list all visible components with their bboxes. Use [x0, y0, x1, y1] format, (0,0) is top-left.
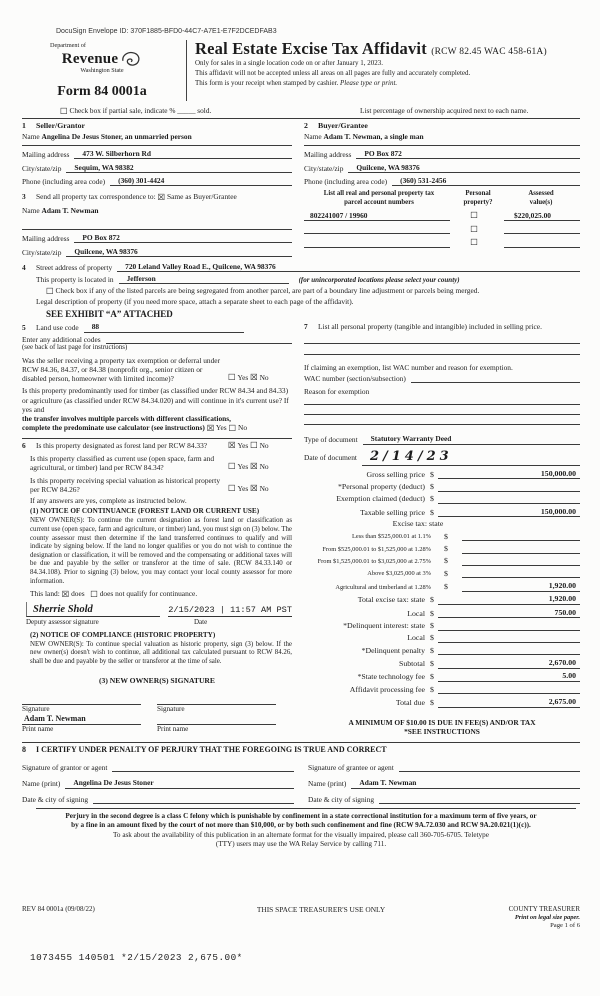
correspondence-city-field[interactable]: Quilcene, WA 98376 — [66, 247, 292, 257]
grantee-date-city-field[interactable] — [379, 803, 580, 804]
legal-description-label: Legal description of property (if you need more space, attach a separate sheet to each page of the affidavit). — [36, 296, 354, 306]
section7: 7 List all personal property (tangible and intangible) included in selling price. — [304, 322, 542, 332]
additional-codes-note: (see back of last page for instructions) — [22, 343, 128, 351]
print-name-label: Print name — [157, 725, 189, 734]
parcel-table-header: List all real and personal property tax parcel account numbers Personal property? Assessed value(s) — [323, 190, 554, 206]
county-treasurer-block: COUNTY TREASURER Print on legal size paper. Page 1 of 6 — [450, 905, 580, 930]
personal-property-deduct-field[interactable] — [438, 483, 580, 492]
delinquent-penalty-field[interactable] — [438, 646, 580, 655]
exemption-question: Was the seller receiving a property tax exemption or deferral under RCW 84.36, 84.37, or 84.38 (nonprofit org., senior citizen or disabled person, homeowner with limited income)? ☐ Yes ☒ No — [22, 355, 269, 384]
doc-type-field[interactable]: Statutory Warranty Deed — [363, 434, 580, 444]
legal-paper-note: Print on legal size paper. — [514, 913, 580, 921]
subtotal-field[interactable]: 2,670.00 — [438, 658, 580, 669]
form-number: Form 84 0001a — [57, 84, 147, 99]
dor-logo-block — [22, 40, 182, 101]
located-in-note: (for unincorporated locations please select your county) — [298, 275, 460, 284]
section1-heading: 1 Seller/Grantor — [22, 121, 85, 130]
signature-label: Signature — [157, 705, 185, 714]
seller-mailing-field[interactable]: 473 W. Silberhorn Rd — [74, 149, 292, 159]
buyer-mailing-row: Mailing address PO Box 872 — [304, 149, 580, 159]
notice1-title: (1) NOTICE OF CONTINUANCE (FOREST LAND OR CURRENT USE) — [30, 507, 260, 516]
form-title: Real Estate Excise Tax Affidavit (RCW 82.45 WAC 458-61A) — [195, 38, 547, 58]
historic-yes-checkbox[interactable]: ☐ — [228, 483, 236, 494]
page-number: Page 1 of 6 — [550, 921, 580, 929]
washington-state-label: Washington State — [80, 67, 124, 75]
seller-phone-row: Phone (including area code) (360) 301-4424 — [22, 176, 292, 186]
header-rule — [22, 118, 580, 119]
form-header — [22, 40, 580, 101]
forest-yes-checkbox[interactable]: ☒ — [228, 440, 236, 451]
parcel-number-field[interactable] — [304, 225, 450, 234]
partial-sale-label: Check box if partial sale, indicate % _____ sold. — [69, 105, 212, 115]
fin-row: Gross selling price $ 150,000.00 — [304, 469, 580, 480]
correspondence-city-row: City/state/zip Quilcene, WA 98376 — [22, 247, 292, 257]
buyer-column — [300, 121, 580, 257]
seller-phone-field[interactable]: (360) 301-4424 — [110, 176, 292, 186]
grantee-signature-field[interactable] — [399, 771, 580, 772]
located-in-field[interactable]: Jefferson — [119, 274, 289, 284]
dor-washington-logo-icon — [120, 50, 142, 68]
owner-print-name[interactable]: Adam T. Newman — [24, 714, 86, 724]
this-land-label: This land: — [30, 589, 60, 599]
deputy-assessor-signature[interactable]: Sherrie Shold — [26, 602, 160, 617]
street-address-label: Street address of property — [36, 262, 113, 272]
parcel-row — [304, 210, 580, 221]
fin-total-row: *Delinquent interest: state $ — [304, 621, 580, 631]
timber-question: Is this property predominantly used for timber (as classified under RCW 84.34 and 84.33) or agriculture (as classified under RCW 84.34.020) and will continue in it's current use? If yes and the transfer involves multiple parcels with different classifications, complete the predominate use calculator (see instructions) ☒ Yes ☐ No — [22, 386, 289, 435]
delinquent-interest-local-field[interactable] — [438, 634, 580, 643]
historic-question: Is this property receiving special valuation as historical property per RCW 84.26? ☐ Yes ☒ No — [30, 475, 269, 494]
seller-city-row: City/state/zip Sequim, WA 98382 — [22, 163, 292, 173]
fin-total-row: *State technology fee $ 5.00 — [304, 671, 580, 682]
assessed-value-field[interactable]: $220,025.00 — [504, 211, 580, 221]
assessed-value-field[interactable] — [504, 225, 580, 234]
buyer-phone-field[interactable]: (360) 531-2456 — [392, 176, 580, 186]
grantor-signature-field[interactable] — [112, 771, 294, 772]
forest-land-question: 6 Is this property designated as forest land per RCW 84.33? ☒ Yes ☐ No — [22, 440, 269, 451]
additional-codes-label: Enter any additional codes — [22, 334, 101, 344]
grantee-sig-label: Signature of grantee or agent — [308, 763, 394, 773]
fin-total-row: Subtotal $ 2,670.00 — [304, 658, 580, 669]
reason-line-2[interactable] — [304, 405, 580, 415]
seller-city-field[interactable]: Sequim, WA 98382 — [66, 163, 292, 173]
section8-signatures: Signature of grantor or agent Name (print) Angelina De Jesus Stoner Date & city of signing Signature of grantee or agent Name (print) Adam T. Newman Date & city of signing — [22, 763, 580, 804]
buyer-phone-row: Phone (including area code) (360) 531-2456 — [304, 176, 580, 186]
current-use-yes-checkbox[interactable]: ☐ — [228, 462, 236, 473]
excise-row: Agricultural and timberland at 1.28% $ 1,920.00 — [304, 581, 580, 592]
rev-number: REV 84 0001a (09/08/22) — [22, 905, 95, 913]
owner-signature-field[interactable] — [22, 695, 141, 705]
does-not-qualify-checkbox[interactable]: ☐ — [90, 590, 98, 601]
reason-line-3[interactable] — [304, 415, 580, 425]
notice2-title: (2) NOTICE OF COMPLIANCE (HISTORIC PROPERTY) — [30, 630, 216, 639]
same-as-buyer-label: Same as Buyer/Grantee — [167, 192, 237, 202]
parcel-number-field[interactable] — [304, 239, 450, 248]
reason-exemption-label: Reason for exemption — [304, 387, 370, 397]
correspondence-name-row: Name Adam T. Newman — [22, 205, 99, 215]
doc-type-label: Type of document — [304, 435, 358, 445]
excise-row: From $1,525,000.01 to $3,025,000 at 2.75% $ — [304, 556, 580, 566]
minimum-due-note: A MINIMUM OF $10.00 IS DUE IN FEE(S) AND/OR TAX *SEE INSTRUCTIONS — [348, 717, 536, 736]
owner-signature-field-2[interactable] — [157, 695, 276, 705]
fin-total-row: Local $ 750.00 — [304, 608, 580, 619]
perjury-statement: Perjury in the second degree is a class C felony which is punishable by confinement in a state correctional institution for a maximum term of five years, or by a fine in an amount fixed by the court of not more than $10,000, or by both such confinement and fine (RCW 9A.72.030 and RCW 9A.20.021(1)(c)). — [65, 811, 537, 829]
personal-property-checkbox[interactable]: ☐ — [470, 238, 478, 249]
right-lower-column — [300, 322, 580, 736]
correspondence-mailing-field[interactable]: PO Box 872 — [74, 233, 292, 243]
wac-number-label: WAC number (section/subsection) — [304, 373, 406, 383]
same-as-buyer-checkbox[interactable]: ☒ — [157, 193, 166, 204]
seller-mailing-row: Mailing address 473 W. Silberhorn Rd — [22, 149, 292, 159]
deputy-assessor-signature-label: Deputy assessor signature — [26, 617, 99, 626]
doc-date-label: Date of document — [304, 452, 357, 462]
buyer-city-row: City/state/zip Quilcene, WA 98376 — [304, 163, 580, 173]
personal-property-checkbox[interactable]: ☐ — [470, 211, 478, 222]
does-qualify-checkbox[interactable]: ☒ — [61, 590, 70, 601]
header-note-3: This form is your receipt when stamped by cashier. Please type or print. — [195, 79, 398, 88]
excise-tax-heading: Excise tax: state — [392, 519, 444, 529]
seller-name-row: Name Angelina De Jesus Stoner, an unmarried person — [22, 131, 192, 141]
dept-of-label: Department of — [50, 41, 86, 49]
partial-sale-row — [60, 106, 320, 117]
exemption-claim-note: If claiming an exemption, list WAC number and reason for exemption. — [304, 362, 513, 372]
page-footer — [22, 905, 580, 930]
exemption-no-checkbox[interactable]: ☒ — [250, 372, 258, 383]
grantor-sig-label: Signature of grantor or agent — [22, 763, 108, 773]
notice1-body: NEW OWNER(S): To continue the current designation as forest land or classification as current use (open space, farm and agriculture, or timber) land, you must sign on (3) below. The county assessor must then determine if the land transferred continues to qualify and will indicate by signing below. If the land no longer qualifies or you do not wish to continue the designation or classification, it will be removed and the compensating or additional taxes will be due and payable by the seller or transferor at the time of sale. (RCW 84.33.140 or 84.34.108). Prior to signing (3) below, you may contact your local county assessor for more information. — [30, 517, 292, 585]
excise-row: Less than $525,000.01 at 1.1% $ — [304, 532, 580, 542]
assessor-date-stamp[interactable]: 2/15/2023 | 11:57 AM PST — [168, 605, 292, 616]
treasurer-use-label: THIS SPACE TREASURER'S USE ONLY — [256, 905, 386, 914]
alternate-format-note: To ask about the availability of this publication in an alternate format for the visually impaired, please call 360-705-6705. Teletype (TTY) users may use the WA Relay Service by calling 711. — [113, 830, 489, 848]
buyer-name-row: Name Adam T. Newman, a single man — [304, 131, 424, 141]
land-use-label: Land use code — [36, 323, 79, 333]
excise-tier3-field[interactable] — [462, 557, 580, 566]
delinquent-interest-state-field[interactable] — [438, 622, 580, 631]
total-excise-local-field[interactable]: 750.00 — [438, 608, 580, 619]
buyer-mailing-field[interactable]: PO Box 872 — [356, 149, 580, 159]
exemption-yes-checkbox[interactable]: ☐ — [228, 372, 236, 383]
personal-property-line-1[interactable] — [304, 332, 580, 344]
header-divider — [186, 40, 187, 101]
personal-property-list-label: List all personal property (tangible and intangible) included in selling price. — [318, 322, 542, 332]
wac-number-field[interactable] — [411, 382, 580, 383]
reason-line-1[interactable] — [304, 396, 580, 405]
section4: 4 Street address of property 720 Leland Valley Road E., Quilcene, WA 98376 This property is located in Jefferson (for unincorporated locations please select your county) ☐ Check box if any of the listed parcels are being segregated from another parcel, are part of a boundary line adjustment or parcels being merged. Legal description of property (if you need more space, attach a separate sheet to each page of the affidavit). SEE EXHIBIT “A” ATTACHED — [22, 262, 580, 321]
forest-no-checkbox[interactable]: ☐ — [250, 440, 258, 451]
seller-name[interactable]: Angelina De Jesus Stoner, an unmarried person — [41, 131, 192, 141]
grantor-date-city-field[interactable] — [93, 803, 294, 804]
excise-tier4-field[interactable] — [462, 569, 580, 578]
taxable-selling-price-field[interactable]: 150,000.00 — [438, 507, 580, 518]
gross-selling-price-field[interactable]: 150,000.00 — [438, 469, 580, 480]
state-technology-fee-field[interactable]: 5.00 — [438, 671, 580, 682]
correspondence-mailing-row: Mailing address PO Box 872 — [22, 233, 292, 243]
partial-sale-checkbox[interactable]: ☐ — [60, 106, 68, 117]
parcel-row — [304, 237, 580, 248]
grantee-print-name-field[interactable]: Adam T. Newman — [351, 778, 580, 788]
revenue-wordmark: Revenue — [61, 50, 119, 67]
form-title-rcw: (RCW 82.45 WAC 458-61A) — [431, 46, 547, 57]
notice2-body: NEW OWNER(S): To continue special valuation as historic property, sign (3) below. If the new owner(s) doesn't wish to continue, all additional tax calculated pursuant to RCW 84.26, shall be due and payable by the seller or transferor at the time of sale. — [30, 640, 292, 665]
section8-heading: 8 I CERTIFY UNDER PENALTY OF PERJURY THAT THE FOREGOING IS TRUE AND CORRECT — [22, 745, 387, 755]
segregated-row — [46, 286, 580, 297]
excise-row: Above $3,025,000 at 3% $ — [304, 569, 580, 579]
print-name-label: Print name — [22, 725, 54, 734]
street-address-field[interactable]: 720 Leland Valley Road E., Quilcene, WA 98376 — [117, 262, 580, 272]
parcel-number-field[interactable]: 802241007 / 19960 — [304, 211, 450, 221]
assessor-date-label: Date — [194, 617, 208, 626]
header-note-1: Only for sales in a single location code on or after January 1, 2023. — [195, 58, 383, 67]
fin-total-row: Total excise tax: state $ 1,920.00 — [304, 594, 580, 605]
fin-row: Exemption claimed (deduct) $ — [304, 494, 580, 504]
personal-property-line-2[interactable] — [304, 344, 580, 355]
total-due-field[interactable]: 2,675.00 — [438, 697, 580, 708]
cashier-stamp: 1073455 140501 *2/15/2023 2,675.00* — [30, 952, 243, 963]
total-excise-state-field[interactable]: 1,920.00 — [438, 594, 580, 605]
affidavit-processing-fee-field[interactable] — [438, 685, 580, 694]
doc-date-field[interactable]: 2/14/23 — [362, 449, 580, 466]
buyer-name[interactable]: Adam T. Newman, a single man — [323, 131, 424, 141]
historic-no-checkbox[interactable]: ☒ — [250, 483, 258, 494]
fin-row: *Personal property (deduct) $ — [304, 482, 580, 492]
assessed-value-field[interactable] — [504, 239, 580, 248]
if-yes-note: If any answers are yes, complete as instructed below. — [30, 496, 187, 506]
seller-column — [22, 121, 300, 257]
personal-property-checkbox[interactable]: ☐ — [470, 224, 478, 235]
correspondence-name[interactable]: Adam T. Newman — [41, 205, 99, 215]
grantor-print-name-field[interactable]: Angelina De Jesus Stoner — [65, 778, 294, 788]
docusign-envelope-id: DocuSign Envelope ID: 370F1885-BFD0-44C7-A7E1-E7F2DCEDFAB3 — [56, 28, 277, 35]
exemption-claimed-field[interactable] — [438, 495, 580, 504]
section3-heading: 3 Send all property tax correspondence to: ☒ Same as Buyer/Grantee — [22, 192, 237, 204]
current-use-no-checkbox[interactable]: ☒ — [250, 462, 258, 473]
located-in-label: This property is located in — [36, 275, 114, 285]
left-lower-column: 5 Land use code 88 Enter any additional codes (see back of last page for instructions) Was the seller receiving a property tax exemption or deferral under RCW 84.36, 84.37, or 84.38 (nonprofit org., senior citizen or disabled person, homeowner with limited income)? ☐ Yes ☒ No Is this property predominantly used for timber (as classified under RCW 84.34 and 84.33) or agriculture (as classified under RCW 84.34.020) and will continue in it's current use? If yes and the transfer involves multiple parcels with different classifications, complete the predominate use calculator (see instructions) ☒ Yes ☐ No 6 Is this property designated as forest land per RCW 84.33? ☒ Yes ☐ No Is this property classified as current use (open space, farm and agricultural, or timber) land per RCW 84.34? ☐ Yes ☒ No Is this property receiving special valuation as historical property per RCW 84.26? ☐ Yes ☒ No If any answers are yes, complete as instructed below. (1) NOTICE OF CONTINUANCE (FOREST LAND OR CURRENT USE) NEW OWNER(S): To continue the current designation as forest land or classification as current use (open space, farm and agriculture, or timber) land, you must sign on (3) below. The county assessor must then determine if the land transferred continues to qualify and will indicate by signing below. If the land no longer qualifies or you do not wish to continue the designation or classification, it will be removed and the compensating or additional taxes will be due and payable by the seller or transferor at the time of sale. (RCW 84.33.140 or 84.34.108). Prior to signing (3) below, you may contact your local county assessor for more information. This land: ☒ does ☐ does not qualify for continuance. Sherrie Shold 2/15/2023 | 11:57 AM PST Deputy assessor signature Date (2) NOTICE OF COMPLIANCE (HISTORIC PROPERTY) NEW OWNER(S): To continue special valuation as historic property, sign (3) below. If the new owner(s) doesn't wish to continue, all additional tax calculated pursuant to RCW 84.26, shall be due and payable by the seller or transferor at the time of sale. (3) NEW OWNER(S) SIGNATURE Signature Adam T. Newman Print name Signature Print name — [22, 322, 292, 734]
fin-total-row: Local $ — [304, 633, 580, 643]
fin-total-row: Total due $ 2,675.00 — [304, 697, 580, 708]
fin-row: Taxable selling price $ 150,000.00 — [304, 507, 580, 518]
fin-total-row: *Delinquent penalty $ — [304, 646, 580, 656]
signature-label: Signature — [22, 705, 50, 714]
excise-agricultural-field[interactable]: 1,920.00 — [462, 581, 580, 592]
timber-yes-checkbox[interactable]: ☒ — [206, 424, 215, 435]
ownership-note: List percentage of ownership acquired next to each name. — [360, 105, 529, 115]
header-note-2: This affidavit will not be accepted unless all areas on all pages are fully and accurately completed. — [195, 69, 471, 77]
excise-tier2-field[interactable] — [462, 545, 580, 554]
timber-no-checkbox[interactable]: ☐ — [228, 424, 237, 435]
section2-heading: 2 Buyer/Grantee — [304, 121, 368, 130]
land-use-field[interactable]: 88 — [84, 322, 244, 332]
excise-tier1-field[interactable] — [462, 532, 580, 541]
buyer-city-field[interactable]: Quilcene, WA 98376 — [348, 163, 580, 173]
new-owner-signatures — [22, 695, 292, 734]
current-use-question: Is this property classified as current use (open space, farm and agricultural, or timber) land per RCW 84.34? ☐ Yes ☒ No — [30, 454, 269, 473]
excise-row: From $525,000.01 to $1,525,000 at 1.28% $ — [304, 544, 580, 554]
parcel-row — [304, 224, 580, 235]
segregated-label: Check box if any of the listed parcels are being segregated from another parcel, are part of a boundary line adjustment or parcels being merged. — [55, 286, 480, 296]
additional-codes-field[interactable] — [106, 343, 292, 344]
continuance-row: This land: ☒ does ☐ does not qualify for continuance. — [30, 589, 198, 601]
legal-description-value[interactable]: SEE EXHIBIT “A” ATTACHED — [46, 309, 173, 320]
fin-total-row: Affidavit processing fee $ — [304, 685, 580, 695]
segregated-checkbox[interactable]: ☐ — [46, 287, 54, 298]
notice3-title: (3) NEW OWNER(S) SIGNATURE — [99, 675, 215, 685]
